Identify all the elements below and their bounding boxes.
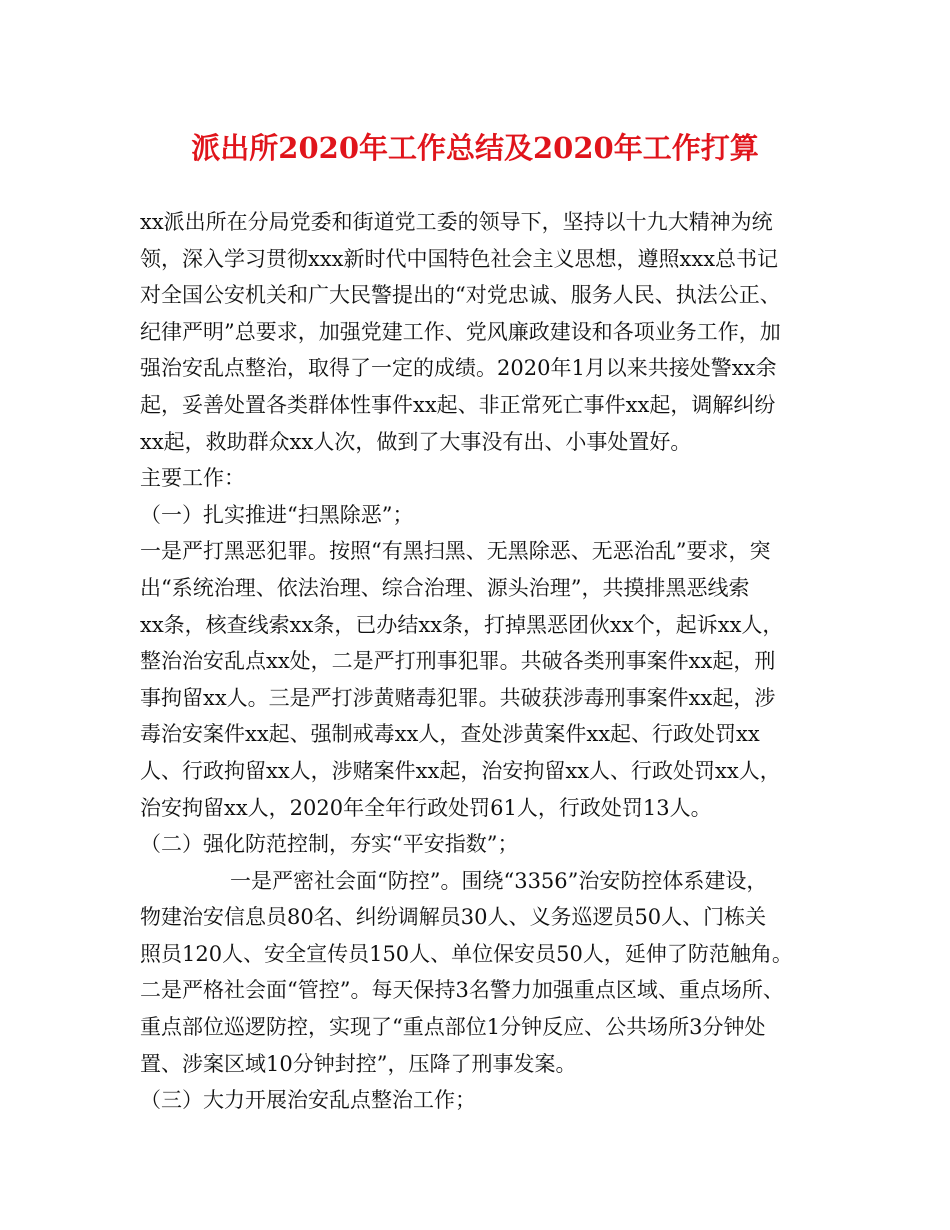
paragraph-line: 整治治安乱点xx处，二是严打刑事犯罪。共破各类刑事案件xx起，刑 [140, 649, 776, 674]
section-heading: 主要工作： [140, 466, 245, 491]
paragraph-line: xx起，救助群众xx人次，做到了大事没有出、小事处置好。 [140, 429, 692, 454]
paragraph-line: 领，深入学习贯彻xxx新时代中国特色社会主义思想，遵照xxx总书记 [140, 246, 779, 271]
paragraph-line: 出“系统治理、依法治理、综合治理、源头治理”，共摸排黑恶线索 [140, 575, 750, 600]
paragraph-line: 人、行政拘留xx人，涉赌案件xx起，治安拘留xx人、行政处罚xx人， [140, 758, 781, 783]
paragraph-line: xx派出所在分局党委和街道党工委的领导下，坚持以十九大精神为统 [140, 210, 773, 234]
paragraph-line: 物建治安信息员80名、纠纷调解员30人、义务巡逻员50人、门栋关 [140, 905, 767, 930]
paragraph-line: 治安拘留xx人，2020年全年行政处罚61人，行政处罚13人。 [140, 795, 712, 820]
document-body [140, 204, 820, 1119]
paragraph-line: 置、涉案区域10分钟封控”，压降了刑事发案。 [140, 1051, 577, 1076]
paragraph-line: 重点部位巡逻防控，实现了“重点部位1分钟反应、公共场所3分钟处 [140, 1015, 766, 1040]
paragraph-line: xx条，核查线索xx条，已办结xx条，打掉黑恶团伙xx个，起诉xx人， [140, 612, 784, 637]
paragraph-line: 纪律严明”总要求，加强党建工作、党风廉政建设和各项业务工作，加 [140, 319, 781, 344]
paragraph-line: 毒治安案件xx起、强制戒毒xx人，查处涉黄案件xx起、行政处罚xx [140, 722, 760, 747]
paragraph-line: 强治安乱点整治，取得了一定的成绩。2020年1月以来共接处警xx余 [140, 356, 777, 381]
subsection-heading: （二）强化防范控制，夯实“平安指数”； [140, 832, 519, 857]
paragraph-line: 一是严密社会面“防控”。围绕“3356”治安防控体系建设， [230, 868, 768, 893]
subsection-heading: （一）扎实推进“扫黑除恶”； [140, 502, 414, 527]
subsection-heading: （三）大力开展治安乱点整治工作； [140, 1088, 476, 1113]
paragraph-line: 照员120人、安全宣传员150人、单位保安员50人，延伸了防范触角。 [140, 941, 793, 966]
paragraph-line: 事拘留xx人。三是严打涉黄赌毒犯罪。共破获涉毒刑事案件xx起，涉 [140, 685, 776, 710]
paragraph-line: 一是严打黑恶犯罪。按照“有黑扫黑、无黑除恶、无恶治乱”要求，突 [140, 539, 771, 564]
paragraph-line: 二是严格社会面“管控”。每天保持3名警力加强重点区域、重点场所、 [140, 978, 784, 1003]
document-title: 派出所2020年工作总结及2020年工作打算 [191, 131, 759, 165]
paragraph-line: 起，妥善处置各类群体性事件xx起、非正常死亡事件xx起，调解纠纷 [140, 392, 776, 417]
paragraph-line: 对全国公安机关和广大民警提出的“对党忠诚、服务人民、执法公正、 [140, 283, 781, 308]
